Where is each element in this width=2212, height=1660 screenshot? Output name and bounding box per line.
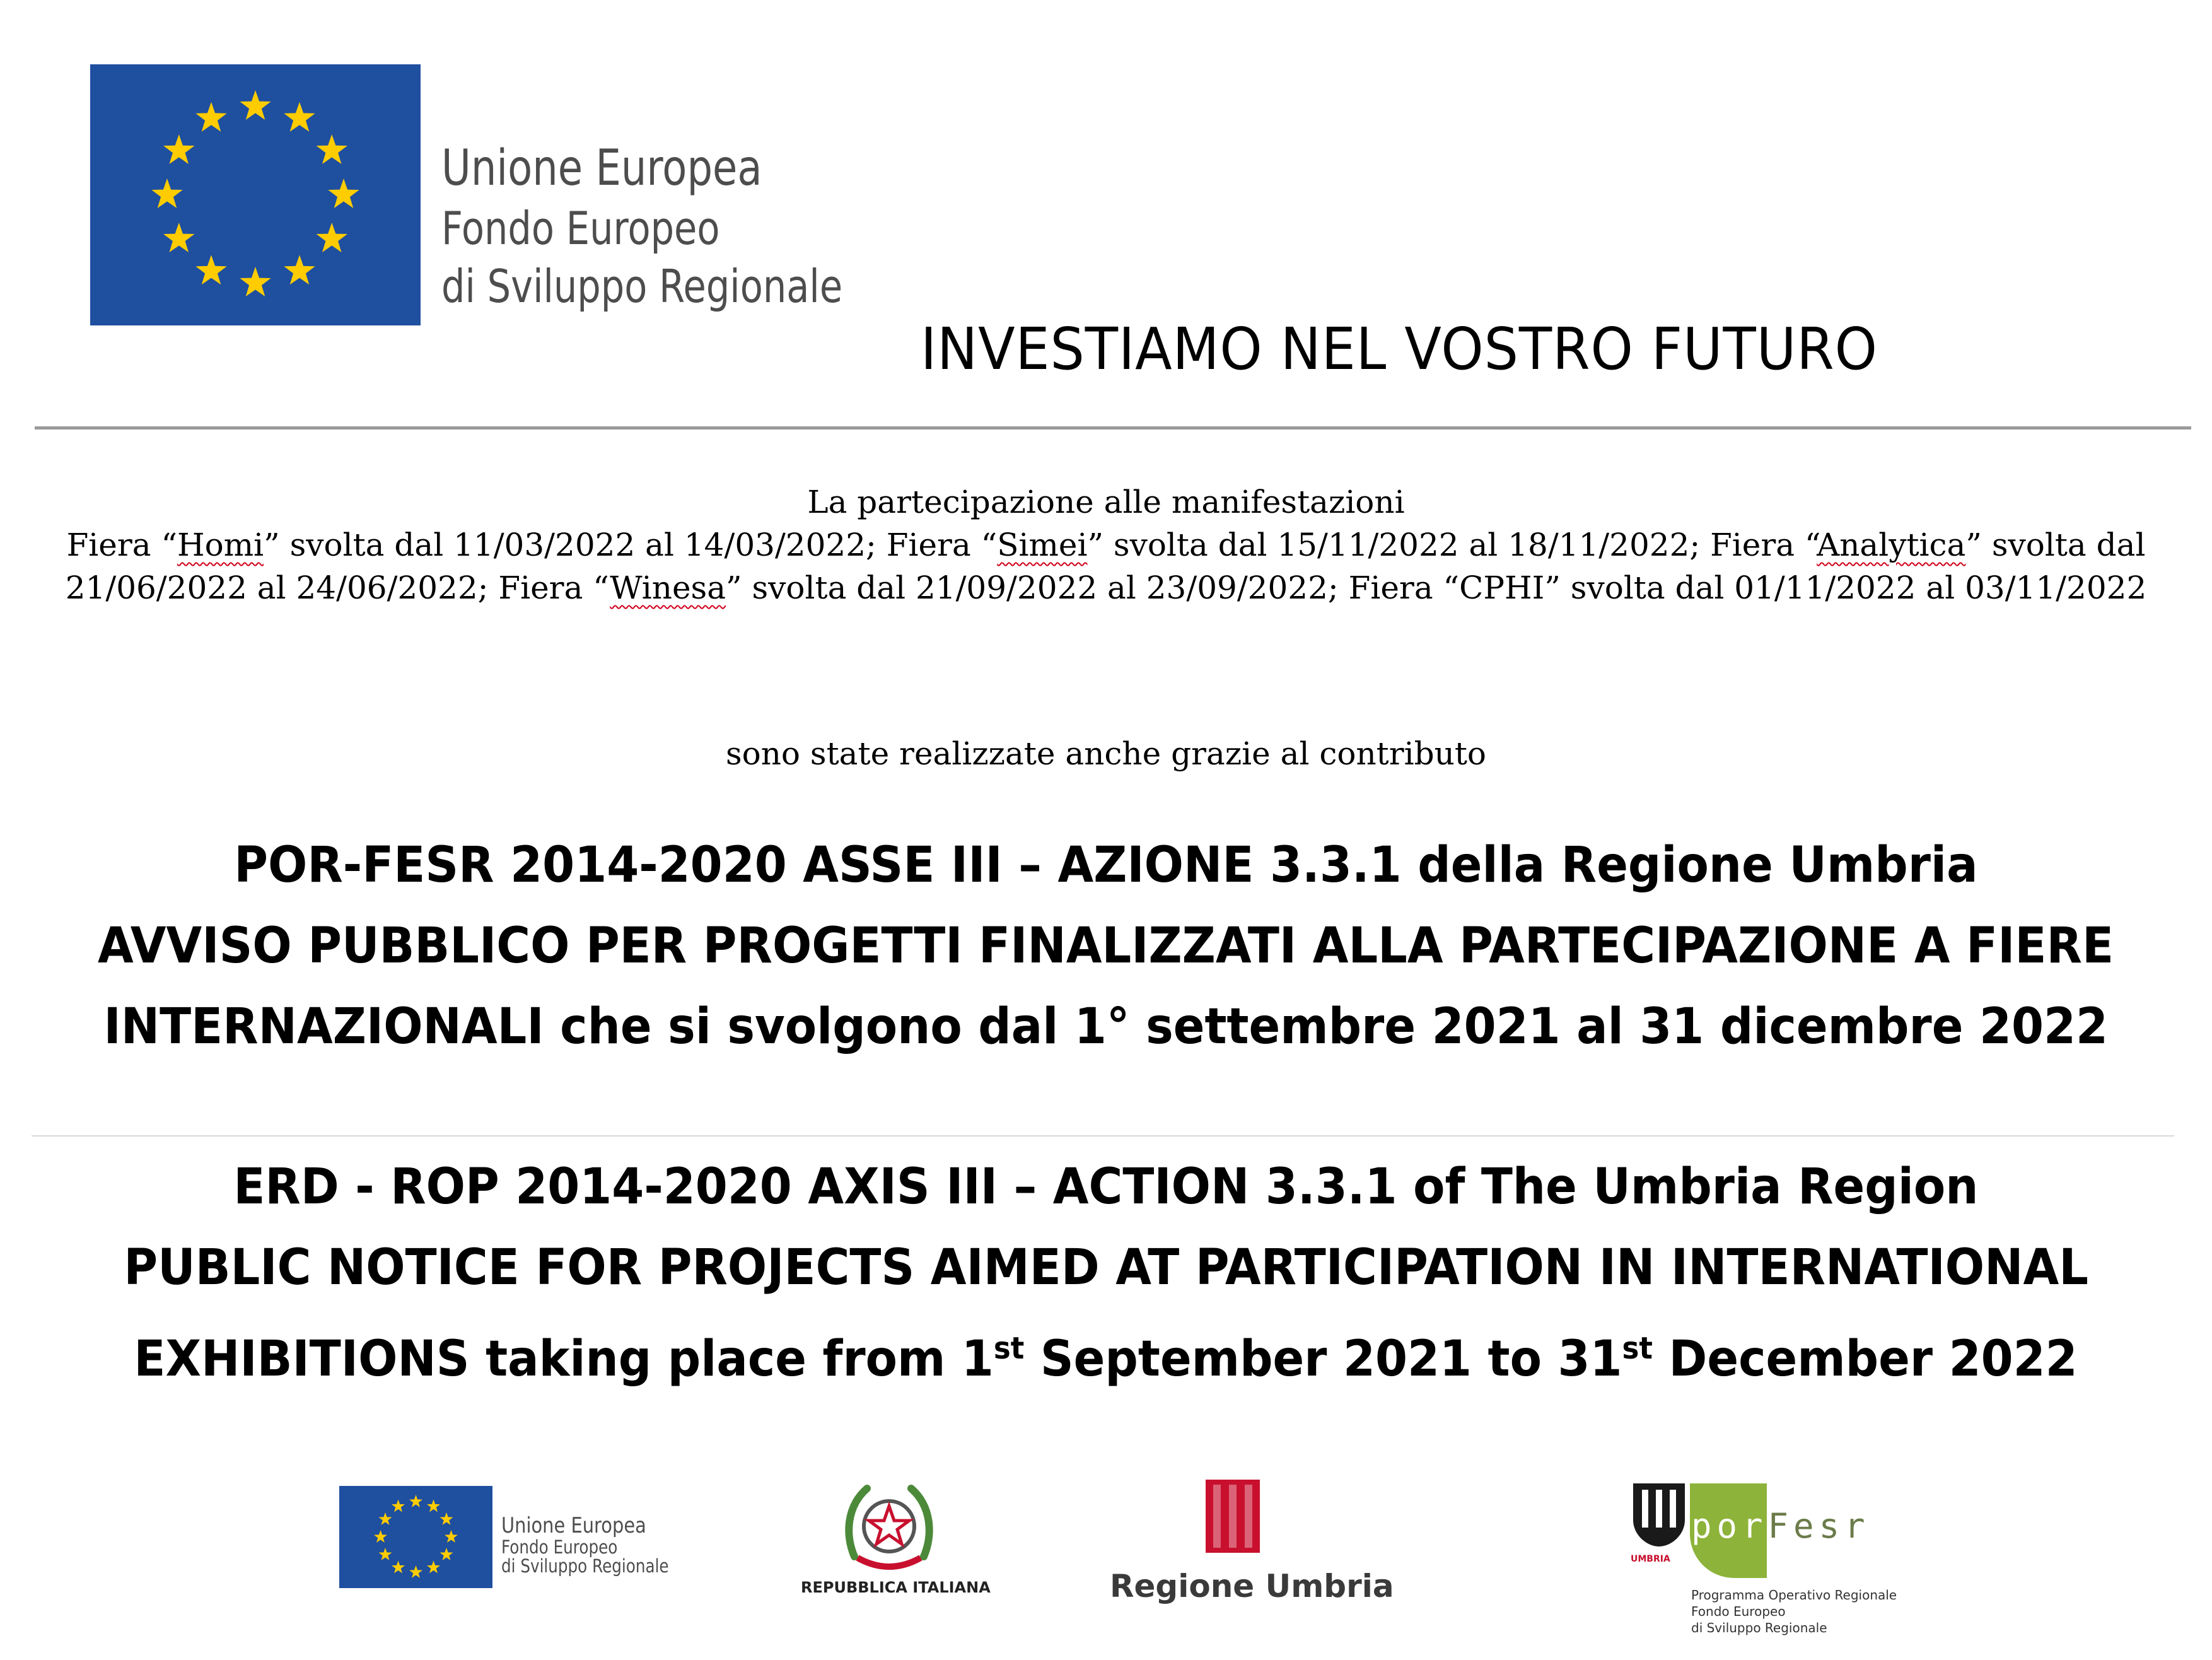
fair-name: Analytica xyxy=(1817,527,1966,563)
ordinal-suffix: st xyxy=(994,1331,1025,1366)
eu-star-icon xyxy=(163,134,195,164)
eu-star-icon xyxy=(317,223,348,252)
umbria-small-label: UMBRIA xyxy=(1631,1554,1670,1564)
porfesr-subtitle-line: Programma Operativo Regionale xyxy=(1691,1587,1897,1603)
eu-star-icon xyxy=(240,90,271,120)
eu-star-icon xyxy=(374,1530,387,1543)
eu-stars-icon xyxy=(90,64,421,325)
regione-umbria-label: Regione Umbria xyxy=(1110,1568,1394,1604)
fair-name: Simei xyxy=(997,527,1088,563)
eu-star-icon xyxy=(195,102,226,132)
eu-logo-line: Unione Europea xyxy=(441,140,762,197)
eu-logo-line: Fondo Europeo xyxy=(501,1536,618,1558)
text-span: September 2021 to 31 xyxy=(1024,1331,1623,1388)
programme-line: INTERNAZIONALI che si svolgono dal 1° settembre 2021 al 31 dicembre 2022 xyxy=(103,998,2109,1055)
eu-star-icon xyxy=(427,1561,440,1574)
programme-line xyxy=(134,1308,2078,1400)
italian-republic-emblem-icon xyxy=(842,1475,936,1575)
eu-stars-icon xyxy=(339,1486,492,1588)
intro-line xyxy=(0,566,2212,609)
eu-star-icon xyxy=(379,1548,392,1560)
porfesr-subtitle-line: Fondo Europeo xyxy=(1691,1604,1786,1619)
text-span: ” svolta dal 15/11/2022 al 18/11/2022; Fiera “ xyxy=(1087,527,1817,563)
porfesr-subtitle xyxy=(1691,1587,1897,1636)
eu-logo-line: di Sviluppo Regionale xyxy=(501,1555,669,1577)
text-span: 21/06/2022 al 24/06/2022; Fiera “ xyxy=(65,570,610,606)
eu-star-icon xyxy=(240,267,271,296)
text-span: ” svolta dal 11/03/2022 al 14/03/2022; Fiera “ xyxy=(264,527,998,563)
eu-star-icon xyxy=(379,1512,392,1525)
intro-text xyxy=(0,481,2212,609)
porfesr-subtitle-line: di Sviluppo Regionale xyxy=(1691,1620,1827,1635)
eu-star-icon xyxy=(284,255,315,284)
text-span: Fesr xyxy=(1767,1506,1870,1546)
eu-star-icon xyxy=(151,178,182,208)
eu-star-icon xyxy=(317,134,348,164)
eu-logo-line: Fondo Europeo xyxy=(441,202,720,255)
eu-star-icon xyxy=(195,255,226,284)
eu-star-icon xyxy=(427,1500,440,1512)
programme-line: ERD - ROP 2014-2020 AXIS III – ACTION 3.3.1 of The Umbria Region xyxy=(233,1159,1979,1215)
text-span: ” svolta dal 21/09/2022 al 23/09/2022; Fiera “CPHI” svolta dal 01/11/2022 al 03/11/2022 xyxy=(726,570,2147,606)
text-span: ” svolta dal xyxy=(1965,527,2146,563)
eu-logo-line: di Sviluppo Regionale xyxy=(441,260,843,313)
eu-logo-line: Unione Europea xyxy=(501,1513,646,1538)
italian-programme-block xyxy=(0,825,2212,1067)
english-programme-block xyxy=(0,1147,2212,1400)
divider xyxy=(32,1135,2174,1137)
eu-star-icon xyxy=(409,1565,422,1578)
eu-star-icon xyxy=(328,178,359,208)
regione-umbria-emblem-icon xyxy=(1206,1480,1260,1553)
eu-star-icon xyxy=(392,1561,405,1574)
programme-line: POR-FESR 2014-2020 ASSE III – AZIONE 3.3.1 della Regione Umbria xyxy=(234,837,1978,894)
programme-line: AVVISO PUBBLICO PER PROGETTI FINALIZZATI ALLA PARTECIPAZIONE A FIERE xyxy=(98,918,2114,974)
eu-star-icon xyxy=(409,1495,422,1507)
footer-eu-text xyxy=(501,1515,698,1576)
footer-eu-flag-logo xyxy=(339,1486,492,1588)
porfesr-logo-text xyxy=(1691,1506,1870,1546)
tagline: INVESTIAMO NEL VOSTRO FUTURO xyxy=(921,315,1878,383)
eu-flag-logo xyxy=(90,64,421,325)
intro-line: La partecipazione alle manifestazioni xyxy=(807,484,1405,520)
eu-star-icon xyxy=(440,1548,453,1560)
text-span: por xyxy=(1691,1506,1768,1546)
text-span: December 2022 xyxy=(1653,1331,2078,1388)
eu-logo-text xyxy=(441,140,931,313)
eu-star-icon xyxy=(445,1530,458,1543)
eu-star-icon xyxy=(392,1500,405,1512)
intro-line xyxy=(0,523,2212,566)
text-span: Fiera “ xyxy=(66,527,178,563)
programme-line: PUBLIC NOTICE FOR PROJECTS AIMED AT PARTICIPATION IN INTERNATIONAL xyxy=(124,1239,2088,1296)
text-span: EXHIBITIONS taking place from 1 xyxy=(134,1331,994,1388)
ordinal-suffix: st xyxy=(1622,1331,1653,1366)
divider xyxy=(35,426,2191,430)
eu-star-icon xyxy=(284,102,315,132)
repubblica-label: REPUBBLICA ITALIANA xyxy=(801,1579,991,1596)
fair-name: Winesa xyxy=(610,570,726,606)
umbria-shield-icon xyxy=(1633,1483,1685,1546)
eu-star-icon xyxy=(163,223,195,252)
eu-star-icon xyxy=(440,1512,453,1525)
fair-name: Homi xyxy=(177,527,264,563)
contributo-text: sono state realizzate anche grazie al contributo xyxy=(725,735,1487,772)
